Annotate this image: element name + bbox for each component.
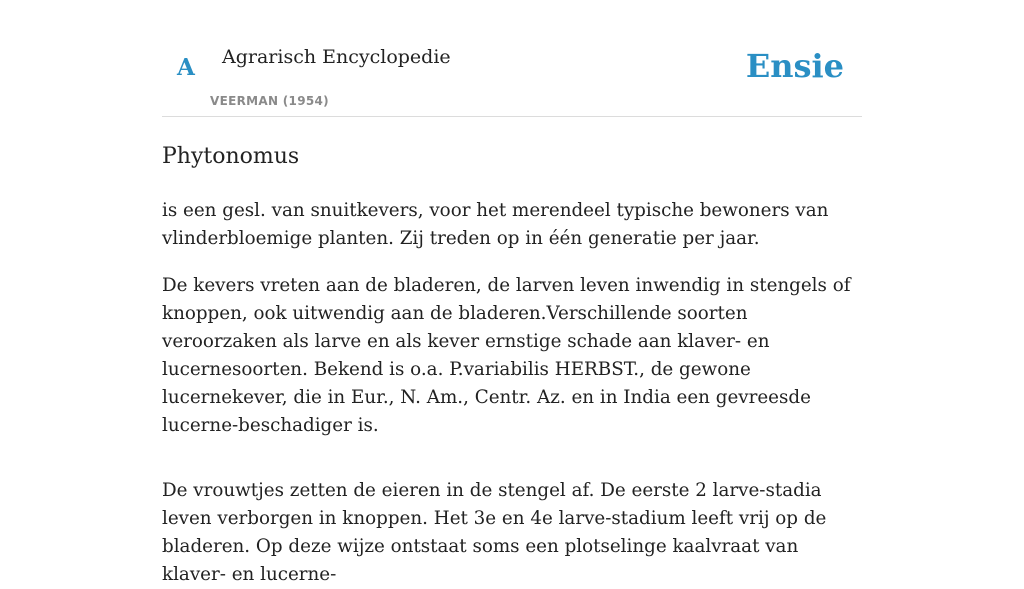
article-paragraph: De vrouwtjes zetten de eieren in de stengel af. De eerste 2 larve-stadia leven verborgen in knoppen. Het 3e en 4e larve-stadium leeft vrij op de bladeren. Op deze wijze ontstaat soms een plotselinge kaalvraat van klaver- en lucerne- [162, 480, 827, 585]
author-byline: VEERMAN (1954) [210, 94, 329, 108]
article-title: Phytonomus [162, 144, 300, 169]
encyclopedia-title-link[interactable]: Agrarisch Encyclopedie [222, 46, 451, 68]
article-paragraph: is een gesl. van snuitkevers, voor het merendeel typische bewoners van vlinderbloemige planten. Zij treden op in één generatie per jaar. [162, 200, 829, 249]
ensie-brand-logo[interactable]: Ensie [745, 47, 844, 85]
article-header [162, 0, 862, 117]
article-body [162, 197, 862, 589]
article-paragraph: De kevers vreten aan de bladeren, de larven leven inwendig in stengels of knoppen, ook uitwendig aan de bladeren.Verschillende soorten veroorzaken als larve en als kever ernstige schade aan klaver- en lucernesoorten. Bekend is o.a. P.variabilis HERBST., de gewone lucernekever, die in Eur., N. Am., Centr. Az. en in India een gevreesde lucerne-beschadiger is. [162, 275, 851, 436]
encyclopedia-logo[interactable]: A [177, 54, 195, 81]
article-page [162, 0, 862, 585]
